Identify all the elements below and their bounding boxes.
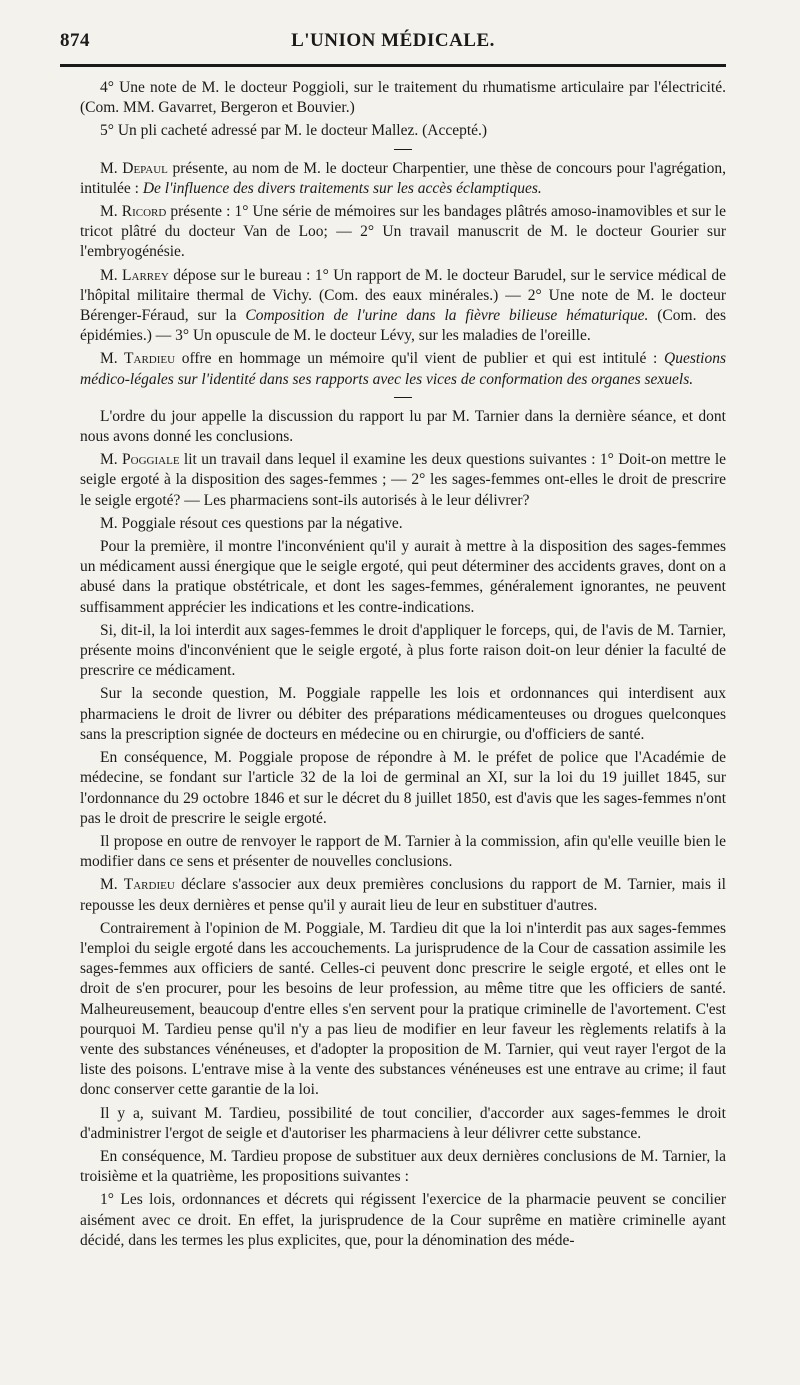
paragraph: Si, dit-il, la loi interdit aux sages-femmes le droit d'appliquer le forceps, qui, de l'avis de M. Tarnier, présente moins d'inconvénient que le seigle ergoté, à plus forte raison doit-on leur dénier la faculté de prescrire ce médicament. (80, 621, 726, 680)
paragraph: Sur la seconde question, M. Poggiale rappelle les lois et ordonnances qui interdisent aux pharmaciens le droit de livrer ou débiter des préparations médicamenteuses ou drogues quelconques sans la prescription signée de docteurs en médecine ou en chirurgie, ou d'officiers de santé. (80, 685, 726, 743)
paragraph: Il propose en outre de renvoyer le rapport de M. Tarnier à la commission, afin qu'elle veuille bien le modifier dans ce sens et présenter de nouvelles conclusions. (80, 832, 726, 871)
speaker-name: M. Depaul (100, 159, 168, 177)
separator (394, 397, 412, 398)
work-title: Questions médico-légales sur l'identité dans ses rapports avec les vices de conformation des organes sexuels. (80, 350, 726, 388)
presentation-depaul (80, 159, 726, 199)
paragraph-poggiale (80, 450, 726, 511)
presentation-text: présente : 1° Une série de mémoires sur les bandages plâtrés amoso-inamovibles et sur le tricot plâtré du docteur Van de Loo; — 2° Un travail manuscrit de M. le docteur Gourier sur l'embryogénésie. (80, 203, 726, 261)
list-item: 5° Un pli cacheté adressé par M. le docteur Mallez. (Accepté.) (100, 122, 488, 140)
page-number: 874 (60, 30, 90, 51)
paragraph-tardieu (80, 875, 726, 915)
paragraph: Il y a, suivant M. Tardieu, possibilité de tout concilier, d'accorder aux sages-femmes le droit d'administrer l'ergot de seigle et d'autoriser les pharmaciens à leur délivrer cette substance. (80, 1104, 726, 1142)
paragraph: L'ordre du jour appelle la discussion du rapport lu par M. Tarnier dans la dernière séance, et dont nous avons donné les conclusions. (80, 407, 726, 446)
presentation-text: dépose sur le bureau : 1° Un rapport de M. le docteur Barudel, sur le service médical de l'hôpital militaire thermal de Vichy. (Com. des eaux minérales.) — 2° Une note de M. le docteur Bérenger-Féraud, sur la (80, 266, 726, 325)
article-body (80, 78, 726, 1254)
paragraph: En conséquence, M. Poggiale propose de répondre à M. le préfet de police que l'Académie de médecine, se fondant sur l'article 32 de la loi de germinal an XI, sur la loi du 19 juillet 1845, sur l'ordonnance du 29 octobre 1846 et sur le décret du 8 juillet 1850, est d'avis que les sages-femmes n'ont pas le droit de prescrire le seigle ergoté. (80, 749, 726, 827)
paragraph: M. Poggiale résout ces questions par la négative. (100, 514, 403, 532)
presentation-text: présente, au nom de M. le docteur Charpentier, une thèse de concours pour l'agrégation, intitulée : (80, 159, 726, 197)
presentation-larrey (80, 266, 726, 347)
speaker-name: M. Larrey (100, 266, 169, 284)
presentation-text: offre en hommage un mémoire qu'il vient de publier et qui est intitulé : (175, 350, 664, 368)
journal-title: L'UNION MÉDICALE. (291, 30, 495, 51)
presentation-text: (Com. des épidémies.) — 3° Un opuscule de M. le docteur Lévy, sur les maladies de l'oreille. (80, 307, 726, 345)
presentation-tardieu (80, 349, 726, 389)
work-title: Composition de l'urine dans la fièvre bilieuse hématurique. (245, 307, 649, 325)
speaker-name: M. Poggiale (100, 451, 180, 469)
paragraph: En conséquence, M. Tardieu propose de substituer aux deux dernières conclusions de M. Tarnier, la troisième et la quatrième, les propositions suivantes : (80, 1147, 726, 1186)
speaker-name: M. Tardieu (100, 350, 176, 368)
speaker-name: M. Tardieu (100, 876, 175, 894)
paragraph: Pour la première, il montre l'inconvénient qu'il y aurait à mettre à la disposition des sages-femmes un médicament aussi énergique que le seigle ergoté, qui peut déterminer des accidents graves, dont on a abusé dans la pratique obstétricale, et dont les sages-femmes, généralement ignorantes, ne peuvent suffisamment apprécier les indications et les contre-indications. (80, 538, 726, 616)
presentation-ricord (80, 202, 726, 263)
list-item: 4° Une note de M. le docteur Poggioli, sur le traitement du rhumatisme articulaire par l'électricité. (Com. MM. Gavarret, Bergeron et Bouvier.) (80, 79, 726, 117)
paragraph: Contrairement à l'opinion de M. Poggiale, M. Tardieu dit que la loi n'interdit pas aux sages-femmes l'emploi du seigle ergoté dans les accouchements. La jurisprudence de la Cour de cassation assimile les sages-femmes aux officiers de santé. Celles-ci peuvent donc prescrire le seigle ergoté, et elles ont le droit de s'en procurer, pour les besoins de leur profession, au même titre que les officiers de santé. Malheureusement, beaucoup d'entre elles s'en servent pour la pratique criminelle de l'avortement. C'est pourquoi M. Tardieu pense qu'il n'y a pas lieu de modifier en leur faveur les règlements relatifs à la vente des substances vénéneuses, et d'adopter la proposition de M. Tarnier, qui veut rayer l'ergot de la liste des poisons. L'entrave mise à la vente des substances vénéneuses est une entrave au crime; il faut donc conserver cette garantie de la loi. (80, 919, 726, 1099)
work-title: De l'influence des divers traitements sur les accès éclamptiques. (142, 179, 542, 197)
running-header (60, 30, 726, 60)
header-rule (60, 64, 726, 67)
speaker-name: M. Ricord (100, 203, 167, 221)
paragraph: 1° Les lois, ordonnances et décrets qui régissent l'exercice de la pharmacie peuvent se concilier aisément avec ce droit. En effet, la jurisprudence de la Cour suprême en matière criminelle ayant décidé, dans les termes les plus explicites, que, pour la dénomination des méde- (80, 1191, 726, 1249)
paragraph-text: déclare s'associer aux deux premières conclusions du rapport de M. Tarnier, mais il repousse les deux dernières et pense qu'il y aurait lieu de leur en substituer d'autres. (80, 876, 726, 914)
separator (394, 149, 412, 150)
paragraph-text: lit un travail dans lequel il examine les deux questions suivantes : 1° Doit-on mettre le seigle ergoté à la disposition des sages-femmes ; — 2° les sages-femmes ont-elles le droit de prescrire le seigle ergoté? — Les pharmaciens sont-ils autorisés à le leur délivrer? (80, 451, 726, 509)
